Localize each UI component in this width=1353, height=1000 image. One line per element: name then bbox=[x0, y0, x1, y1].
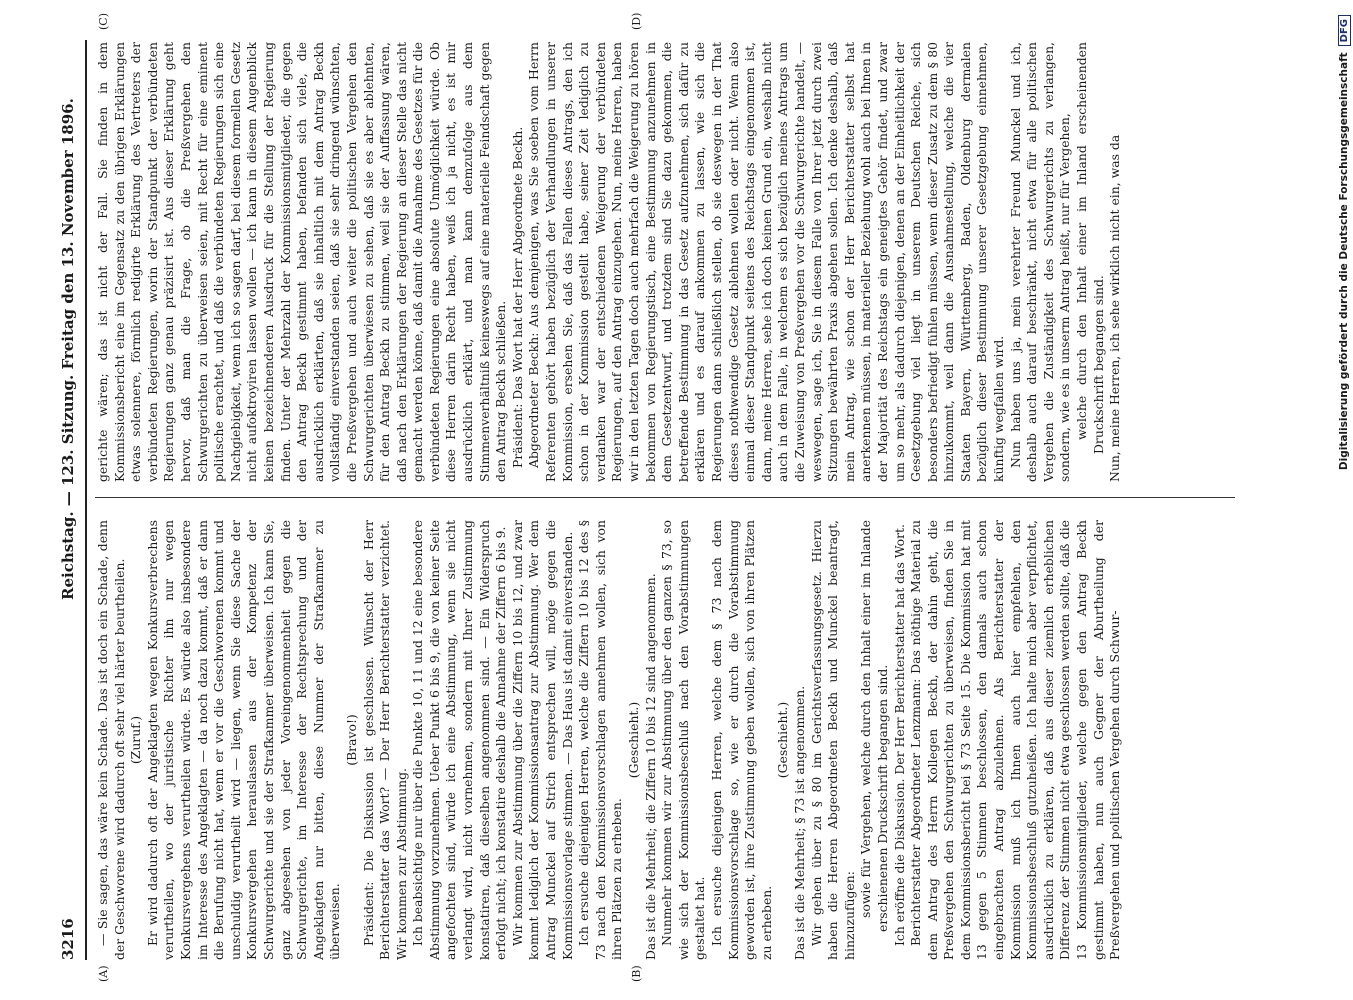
paragraph: Er wird dadurch oft der Angeklagten wegen Konkursverbrechens verurtheilen, wo der juristische Richter ihn nur wegen Konkursvergehens verurtheilen würde. Es würde also insbesondere im Interesse des Angeklagten — da noch dazu kommt, daß er dann die Berufung nicht hat, wenn er vor die Geschworenen kommt und unschuldig verurtheilt wird — liegen, wenn Sie diese Sache der Konkursvergehen herauslassen aus der Kompetenz der Schwurgerichte und sie der Strafkammer überweisen. Ich kann Sie, ganz abgesehen von jeder Voreingenommenheit gegen die Schwurgerichte, im Interesse der Rechtsprechung und der Angeklagten nur bitten, diese Nummer der Strafkammer zu überweisen. bbox=[144, 520, 343, 960]
interjection: (Zuruf.) bbox=[128, 715, 144, 765]
interjection: (Bravo!) bbox=[343, 714, 359, 766]
paragraph: Das ist die Mehrheit; § 73 ist angenommen. bbox=[791, 685, 807, 960]
funding-note bbox=[1338, 15, 1352, 995]
speaker-paragraph: Präsident: Das Wort hat der Herr Abgeordnete Beckh. bbox=[509, 126, 525, 468]
paragraph: Nun haben uns ja, mein verehrter Freund Munckel und ich, deshalb auch darauf beschränkt, nicht etwa für alle politischen Vergehen die Zuständigkeit des Schwurgerichts zu verlangen, sondern, wie es in unserm Antrag heißt, nur für Vergehen, bbox=[1007, 42, 1073, 482]
paragraph: Wir kommen zur Abstimmung über die Ziffern 10 bis 12, und zwar kommt lediglich der Kommissionsantrag zur Abstimmung. Wer dem Antrag Munckel auf Strich entsprechen will, möge gegen die Kommissionsvorlage stimmen. — Das Haus ist damit einverstanden. bbox=[509, 520, 575, 960]
paragraph: — Sie sagen, das wäre kein Schade. Das ist doch ein Schade, denn der Geschworene wird dadurch oft sehr viel härter beurtheilen. bbox=[95, 520, 127, 960]
speaker-paragraph: Berichterstatter Abgeordneter Lenzmann: Das nöthige Material zu dem Antrag des Herrn Kollegen Beckh, der dahin geht, die Preßvergehen den Schwurgerichten zu überweisen, finden Sie in dem Kommissionsbericht bei § 73 Seite 15. Die Kommission hat mit 13 gegen 5 Stimmen beschlossen, den damals auch schon eingebrachten Antrag abzulehnen. Als Berichterstatter der Kommission muß ich Ihnen auch hier empfehlen, den Kommissionsbeschluß gutzuheißen. Ich halte mich aber verpflichtet, ausdrücklich zu erklären, daß aus dieser ziemlich erheblichen Differenz der Stimmen nicht etwa geschlossen werden sollte, daß die 13 Kommissionsmitglieder, welche gegen den Antrag Beckh gestimmt haben, nun auch Gegner der Aburtheilung der Preßvergehen und politischen Vergehen durch Schwur- bbox=[908, 520, 1123, 960]
paragraph: Wir gehen über zu § 80 im Gerichtsverfassungsgesetz. Hierzu haben die Herren Abgeordneten Beckh und Munckel beantragt, hinzuzufügen: bbox=[808, 520, 857, 960]
page-content bbox=[55, 12, 1245, 982]
paragraph: Nunmehr kommen wir zur Abstimmung über den ganzen § 73, so wie sich der Kommissionsbeschluß nach den Vorabstimmungen gestaltet hat. bbox=[659, 520, 708, 960]
page-title: Reichstag. — 123. Sitzung. Freitag den 13. November 1896. bbox=[59, 98, 77, 600]
margin-marker-d: (D) bbox=[630, 12, 643, 30]
paragraph: Ich ersuche diejenigen Herren, welche dem § 73 nach dem Kommissionsvorschlage so, wie er durch die Vorabstimmung geworden ist, ihre Zustimmung geben wollen, sich von ihren Plätzen zu erheben. bbox=[708, 520, 774, 960]
page-header bbox=[55, 40, 83, 960]
column-divider bbox=[95, 497, 1235, 498]
paragraph: gerichte wären; das ist nicht der Fall. Sie finden in dem Kommissionsbericht eine im Gegensatz zu den übrigen Erklärungen etwas solennere, förmlich redigirte Erklärung des Vertreters der verbündeten Regierungen, worin der Standpunkt der verbündeten Regierungen ganz genau präzisirt ist. Aus dieser Erklärung geht hervor, daß man die Frage, ob die Preßvergehen den Schwurgerichten zu überweisen seien, mit Recht für eine eminent politische erachtet, und daß die verbündeten Regierungen sich eine Nachgiebigkeit, wenn ich so sagen darf, bei diesem formellen Gesetz nicht aufoktroyiren lassen wollen — ich kann in diesem Augenblick keinen bezeichnenderen Ausdruck für die Stellung der Regierung finden. Unter der Mehrzahl der Kommissionsmitglieder, die gegen den Antrag Beckh gestimmt haben, befanden sich viele, die ausdrücklich erklärten, daß sie inhaltlich mit dem Antrag Beckh vollständig einverstanden seien, daß sie sehr dringend wünschten, die Preßvergehen und auch weiter die politischen Vergehen den Schwurgerichten überwiesen zu sehen, daß sie es aber ablehnten, für den Antrag Beckh zu stimmen, weil sie der Auffassung wären, daß nach den Erklärungen der Regierung an dieser Stelle das nicht gemacht werden könne, daß damit die Annahme des Gesetzes für die verbündeten Regierungen eine absolute Unmöglichkeit würde. Ob diese Herren darin Recht haben, weiß ich ja nicht, es ist mir ausdrücklich erklärt, und man kann demzufolge aus dem Stimmenverhältniß keineswegs auf eine materielle Feindschaft gegen den Antrag Beckh schließen. bbox=[95, 42, 509, 482]
paragraph: Ich beabsichtige nur über die Punkte 10, 11 und 12 eine besondere Abstimmung vorzunehmen. Ueber Punkt 6 bis 9, die von keiner Seite angefochten sind, würde ich eine Abstimmung, wenn sie nicht verlangt wird, nicht vornehmen, sondern mit Ihrer Zustimmung konstatiren, daß dieselben angenommen sind. — Ein Widerspruch erfolgt nicht; ich konstatire deshalb die Annahme der Ziffern 6 bis 9. bbox=[410, 520, 509, 960]
margin-marker-c: (C) bbox=[97, 13, 110, 30]
quoted-amendment: sowie für Vergehen, welche durch den Inhalt einer im Inlande erschienenen Druckschrift begangen sind. bbox=[858, 520, 890, 932]
funding-note-text-wrap bbox=[1338, 15, 1352, 995]
margin-marker-a: (A) bbox=[97, 965, 110, 982]
left-column bbox=[95, 520, 1235, 960]
paragraph: Ich eröffne die Diskussion. Der Herr Berichterstatter hat das Wort. bbox=[891, 524, 907, 946]
quoted-amendment: welche durch den Inhalt einer im Inland erscheinenden Druckschrift begangen sind. bbox=[1074, 42, 1106, 454]
paragraph: Ich ersuche diejenigen Herren, welche die Ziffern 10 bis 12 des § 73 nach den Kommissionsvorschlagen annehmen wollen, sich von ihren Plätzen zu erheben. bbox=[576, 520, 625, 960]
paragraph: Nun, meine Herren, ich sehe wirklich nicht ein, was da bbox=[1107, 134, 1123, 482]
dfg-logo: DFG bbox=[1338, 15, 1351, 46]
page-number: 3216 bbox=[59, 918, 77, 960]
interjection: (Geschieht.) bbox=[626, 701, 641, 779]
interjection: (Geschieht.) bbox=[775, 701, 791, 779]
speaker-paragraph: Abgeordneter Beckh: Aus demjenigen, was Sie soeben vom Herrn Referenten gehört haben bezüglich der Verhandlungen in unserer Kommission, ersehen Sie, daß das Fallen dieses Antrags, den ich schon in der Kommission gestellt habe, seiner Zeit lediglich zu verdanken war der entschiedenen Weigerung der verbündeten Regierungen, auf den Antrag einzugehen. Nun, meine Herren, haben wir in den letzten Tagen doch auch mehrfach die Weigerung zu hören bekommen von Regierungstisch, eine Bestimmung anzunehmen in dem Gesetzentwurf, und trotzdem sind Sie dazu gekommen, die betreffende Bestimmung in das Gesetz aufzunehmen, sich dafür zu erklären und es darauf ankommen zu lassen, wie sich die Regierungen dann schließlich stellen, ob sie deswegen in der That dieses nothwendige Gesetz ablehnen wollen oder nicht. Wenn also einmal dieser Standpunkt seitens des Reichstags eingenommen ist, dann, meine Herren, sehe ich doch keinen Grund ein, weshalb nicht auch in dem Falle, in welchem es sich bezüglich meines Antrags um die Zuweisung von Preßvergehen vor die Schwurgerichte handelt, — weswegen, sage ich, Sie in diesem Falle von Ihrer jetzt durch zwei Sitzungen bewährten Praxis abgehen sollen. Ich denke deshalb, daß mein Antrag, wie schon der Herr Berichterstatter selbst hat anerkennen müssen, in materieller Beziehung wohl auch bei Ihnen in der Majorität des Reichstags ein geneigtes Gehör findet, und zwar um so mehr, als dadurch diejenigen, denen an der Einheitlichkeit der Gesetzgebung viel liegt in unserem Deutschen Reiche, sich besonders befriedigt fühlen müssen, wenn dieser Zusatz zu dem § 80 hinzukommt, weil dann die Ausnahmestellung, welche die vier Staaten Bayern, Württemberg, Baden, Oldenburg dermalen bezüglich dieser Bestimmung unserer Gesetzgebung einnehmen, künftig wegfallen wird. bbox=[526, 42, 1007, 482]
right-column bbox=[95, 42, 1235, 482]
speaker-paragraph: Präsident: Die Diskussion ist geschlossen. Wünscht der Herr Berichterstatter das Wort? — Der Herr Berichterstatter verzichtet. Wir kommen zur Abstimmung. bbox=[360, 520, 409, 960]
margin-marker-b: (B) bbox=[630, 965, 643, 982]
funding-note-text: Digitalisierung gefördert durch die Deutsche Forschungsgemeinschaft bbox=[1338, 52, 1350, 471]
paragraph: Das ist die Mehrheit; die Ziffern 10 bis 12 sind angenommen. bbox=[642, 573, 658, 960]
header-rule bbox=[85, 40, 87, 960]
